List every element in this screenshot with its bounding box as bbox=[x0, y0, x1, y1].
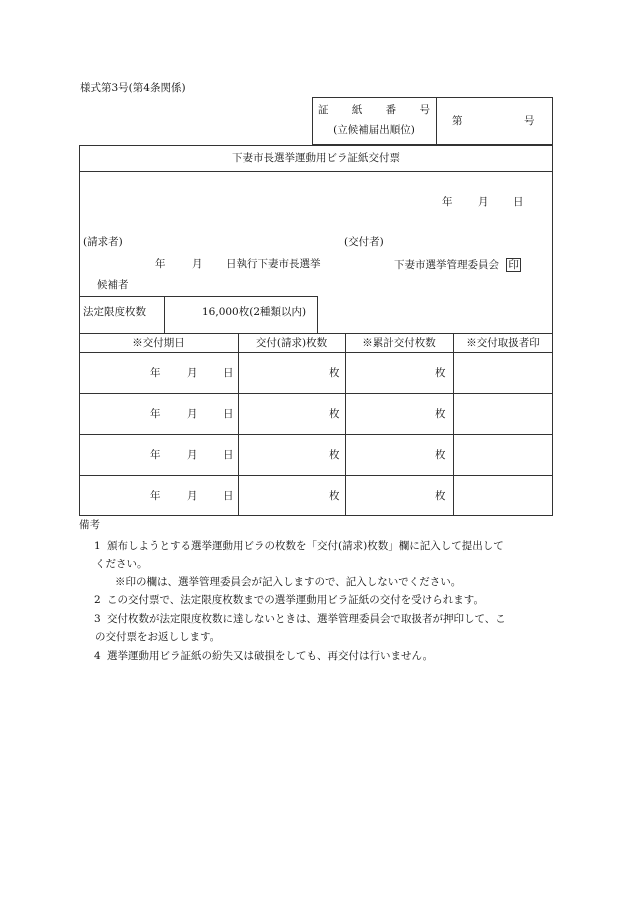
row-day: 日 bbox=[223, 408, 234, 420]
title-divider bbox=[79, 171, 553, 172]
date-day: 日 bbox=[513, 196, 524, 208]
form-title: 下妻市長選挙運動用ビラ証紙交付票 bbox=[232, 152, 400, 164]
limit-top-line bbox=[79, 296, 317, 297]
note-1-line-1: 頒布しようとする選挙運動用ビラの枚数を「交付(請求)枚数」欄に記入して提出して bbox=[107, 540, 504, 552]
date-month: 月 bbox=[478, 196, 489, 208]
cert-box-divider bbox=[436, 97, 437, 145]
cert-number-label bbox=[318, 104, 430, 117]
note-4-text: 選挙運動用ビラ証紙の紛失又は破損をしても、再交付は行いません。 bbox=[107, 650, 434, 662]
row-month: 月 bbox=[187, 408, 198, 420]
note-2-number: 2 bbox=[94, 594, 101, 606]
row-year: 年 bbox=[150, 449, 161, 461]
row-cumulative-unit: 枚 bbox=[435, 449, 446, 461]
note-4-number: 4 bbox=[94, 650, 101, 662]
row-requested-field[interactable] bbox=[241, 436, 319, 473]
row-requested-unit: 枚 bbox=[329, 408, 340, 420]
table-row bbox=[79, 434, 553, 475]
limit-bottom-line bbox=[79, 333, 553, 334]
cert-number-go: 号 bbox=[524, 115, 535, 127]
row-requested-unit: 枚 bbox=[329, 449, 340, 461]
requester-label: (請求者) bbox=[83, 236, 123, 248]
committee-name: 下妻市選挙管理委員会 bbox=[394, 259, 499, 271]
note-3-line-1: 交付枚数が法定限度枚数に達しないときは、選挙管理委員会で取扱者が押印して、こ bbox=[107, 613, 506, 625]
candidate-label: 候補者 bbox=[97, 279, 129, 291]
deliverer-label: (交付者) bbox=[344, 236, 384, 248]
note-3-line-2: の交付票をお返しします。 bbox=[95, 631, 221, 643]
election-year: 年 bbox=[155, 258, 166, 270]
cert-number-dai: 第 bbox=[452, 115, 463, 127]
cert-label-char: 紙 bbox=[351, 104, 363, 116]
note-1-number: 1 bbox=[94, 540, 101, 552]
candidate-name-field[interactable] bbox=[140, 275, 310, 295]
row-year: 年 bbox=[150, 490, 161, 502]
table-row bbox=[79, 475, 553, 516]
limit-right-line bbox=[317, 296, 318, 333]
row-month: 月 bbox=[187, 449, 198, 461]
election-description: 日執行下妻市長選挙 bbox=[226, 258, 321, 270]
limit-value: 16,000枚(2種類以内) bbox=[202, 306, 307, 318]
table-header-date: ※交付期日 bbox=[132, 337, 185, 349]
cert-label-char: 号 bbox=[419, 104, 430, 116]
date-field[interactable] bbox=[420, 192, 530, 212]
limit-label: 法定限度枚数 bbox=[83, 306, 146, 318]
row-month: 月 bbox=[187, 490, 198, 502]
seal-mark: 印 bbox=[508, 259, 519, 271]
cert-label-char: 証 bbox=[318, 104, 329, 116]
notes-title: 備考 bbox=[79, 519, 100, 531]
row-requested-field[interactable] bbox=[241, 395, 319, 432]
row-requested-unit: 枚 bbox=[329, 367, 340, 379]
table-row bbox=[79, 352, 553, 393]
row-requested-field[interactable] bbox=[241, 354, 319, 391]
note-1-line-3: ※印の欄は、選挙管理委員会が記入しますので、記入しないでください。 bbox=[115, 576, 462, 588]
row-cumulative-unit: 枚 bbox=[435, 490, 446, 502]
row-year: 年 bbox=[150, 408, 161, 420]
row-year: 年 bbox=[150, 367, 161, 379]
table-header-handler-seal: ※交付取扱者印 bbox=[466, 337, 540, 349]
election-month: 月 bbox=[192, 258, 203, 270]
table-header-cumulative: ※累計交付枚数 bbox=[362, 337, 436, 349]
row-cumulative-unit: 枚 bbox=[435, 408, 446, 420]
cert-number-field[interactable] bbox=[438, 99, 551, 143]
table-header-requested: 交付(請求)枚数 bbox=[255, 337, 328, 349]
date-year: 年 bbox=[442, 196, 453, 208]
row-day: 日 bbox=[223, 367, 234, 379]
row-day: 日 bbox=[223, 449, 234, 461]
table-row bbox=[79, 393, 553, 434]
note-3-number: 3 bbox=[94, 613, 101, 625]
cert-number-sublabel: (立候補届出順位) bbox=[333, 124, 415, 136]
row-day: 日 bbox=[223, 490, 234, 502]
row-requested-field[interactable] bbox=[241, 477, 319, 514]
form-number-label: 様式第3号(第4条関係) bbox=[80, 82, 186, 94]
row-cumulative-unit: 枚 bbox=[435, 367, 446, 379]
limit-divider bbox=[164, 296, 165, 333]
row-month: 月 bbox=[187, 367, 198, 379]
row-requested-unit: 枚 bbox=[329, 490, 340, 502]
note-2-text: この交付票で、法定限度枚数までの選挙運動用ビラ証紙の交付を受けられます。 bbox=[107, 594, 484, 606]
note-1-line-2: ください。 bbox=[95, 558, 148, 570]
cert-label-char: 番 bbox=[385, 104, 397, 116]
election-committee bbox=[394, 258, 521, 272]
